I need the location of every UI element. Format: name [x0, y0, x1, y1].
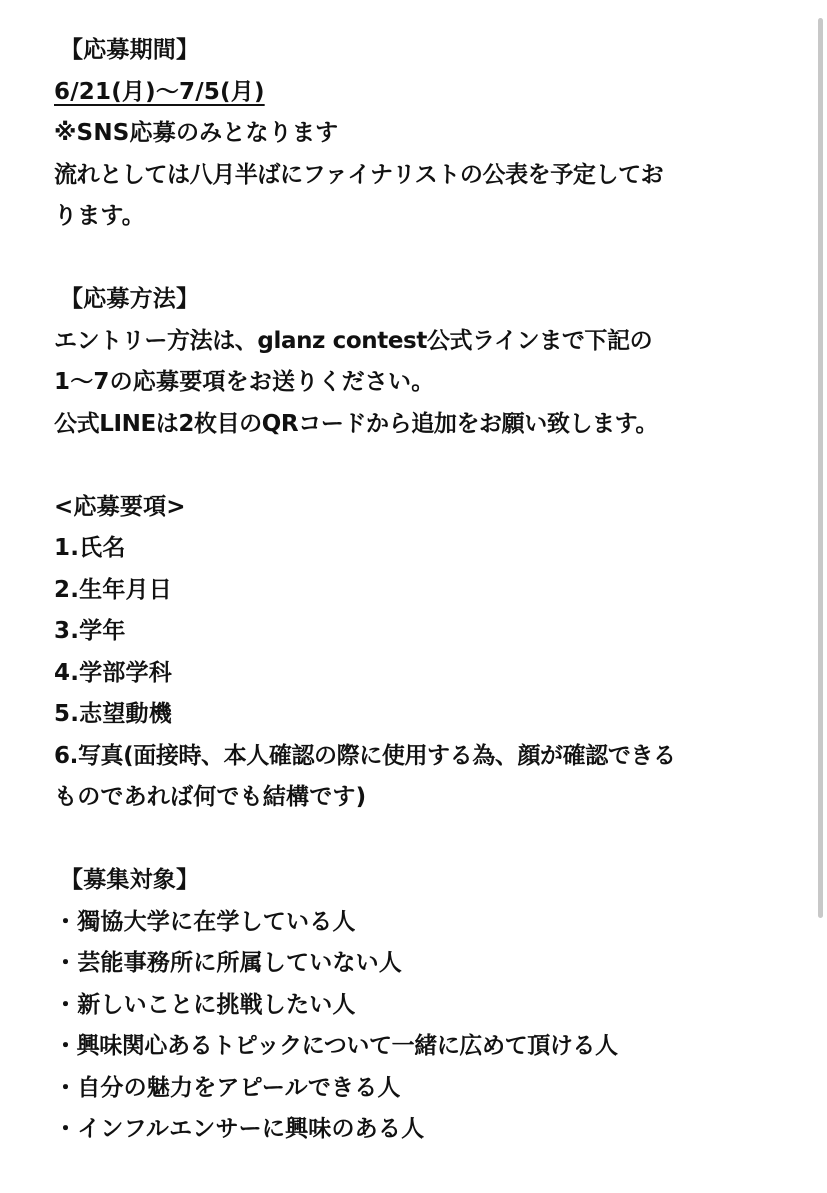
target-heading: 【募集対象】	[60, 867, 200, 893]
spacer	[54, 819, 794, 861]
method-line1: エントリー方法は、glanz contest公式ラインまで下記の	[54, 327, 653, 354]
period-flow-line1: 流れとしては八月半ばにファイナリストの公表を予定してお	[54, 161, 664, 188]
spacer	[54, 238, 794, 280]
period-note: ※SNS応募のみとなります	[54, 120, 339, 146]
target-item-challenge: ・新しいことに挑戦したい人	[54, 991, 356, 1018]
period-dates[interactable]	[54, 72, 794, 114]
requirement-item-department: 4.学部学科	[54, 659, 172, 686]
vertical-scrollbar[interactable]	[818, 18, 823, 918]
requirements-heading: <応募要項>	[54, 493, 186, 520]
requirement-item-grade: 3.学年	[54, 618, 126, 644]
period-flow-line2: ります。	[54, 203, 145, 229]
requirement-item-photo: 6.写真(面接時、本人確認の際に使用する為、顔が確認できる	[54, 742, 676, 769]
requirement-item-birthdate: 2.生年月日	[54, 576, 172, 603]
requirement-item-name: 1.氏名	[54, 535, 126, 561]
target-item-share-topics: ・興味関心あるトピックについて一緒に広めて頂ける人	[54, 1033, 618, 1059]
method-line2: 1〜7の応募要項をお送りください。	[54, 369, 435, 395]
requirement-item-photo-cont: ものであれば何でも結構です)	[54, 784, 367, 810]
method-line3: 公式LINEは2枚目のQRコードから追加をお願い致します。	[54, 410, 659, 437]
requirement-item-motivation: 5.志望動機	[54, 701, 172, 727]
method-heading: 【応募方法】	[60, 286, 200, 312]
post-body	[54, 30, 794, 1151]
period-heading: 【応募期間】	[60, 37, 200, 63]
target-item-influencer: ・インフルエンサーに興味のある人	[54, 1116, 425, 1142]
target-item-no-agency: ・芸能事務所に所属していない人	[54, 950, 402, 976]
target-item-appeal: ・自分の魅力をアピールできる人	[54, 1074, 401, 1101]
target-item-student: ・獨協大学に在学している人	[54, 908, 356, 935]
period-dates-link[interactable]: 6/21(月)〜7/5(月)	[54, 78, 265, 105]
spacer	[54, 445, 794, 487]
